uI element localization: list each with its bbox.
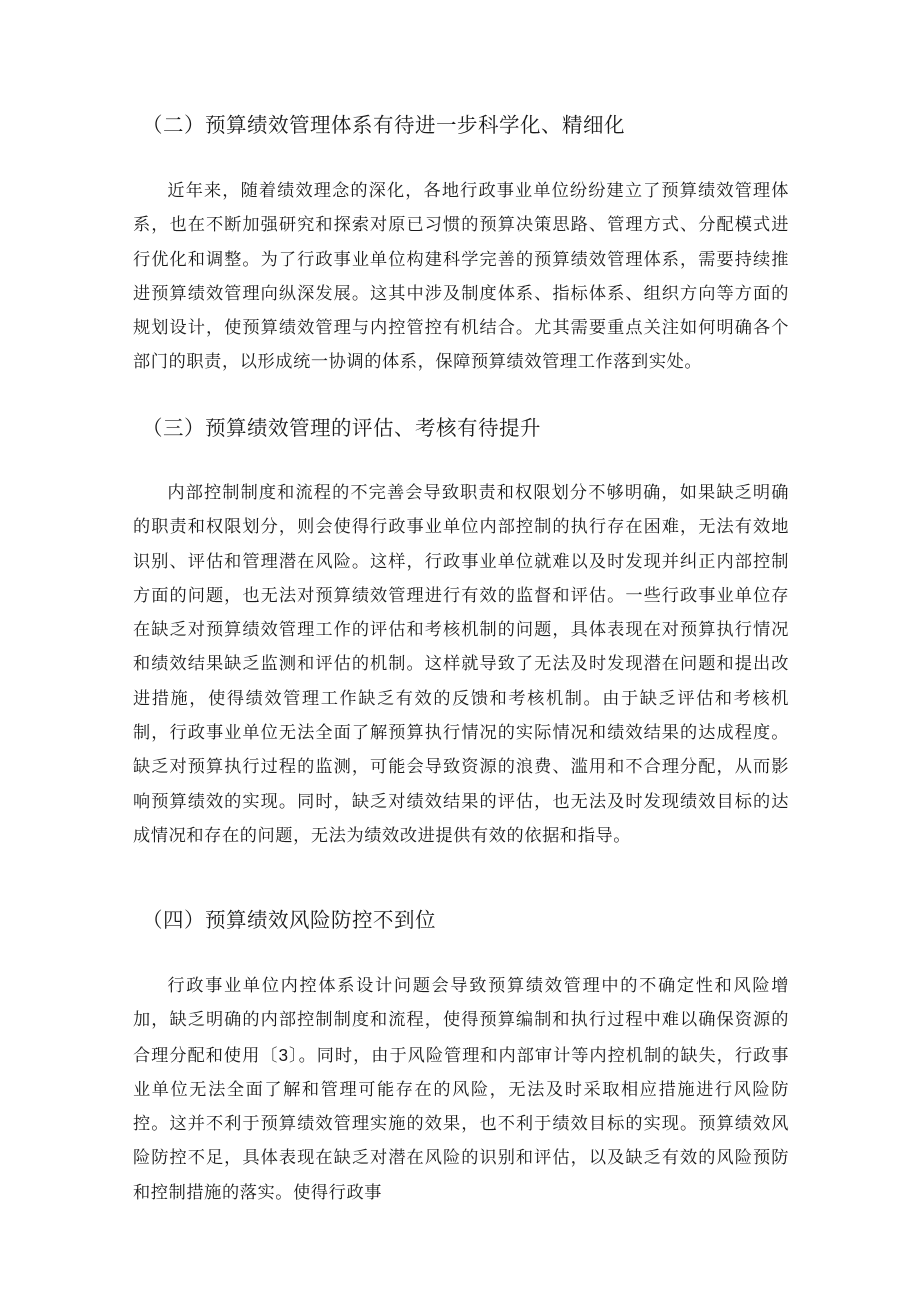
section-paragraph-2: 近年来，随着绩效理念的深化，各地行政事业单位纷纷建立了预算绩效管理体系，也在不断加强研究和探索对原已习惯的预算决策思路、管理方式、分配模式进行优化和调整。为了行政事业单位构建科学完善的预算绩效管理体系，需要持续推进预算绩效管理向纵深发展。这其中涉及制度体系、指标体系、组织方向等方面的规划设计，使预算绩效管理与内控管控有机结合。尤其需要重点关注如何明确各个部门的职责，以形成统一协调的体系，保障预算绩效管理工作落到实处。 bbox=[133, 181, 789, 373]
section-paragraph-3: 内部控制制度和流程的不完善会导致职责和权限划分不够明确，如果缺乏明确的职责和权限划分，则会使得行政事业单位内部控制的执行存在困难，无法有效地识别、评估和管理潜在风险。这样，行政事业单位就难以及时发现并纠正内部控制方面的问题，也无法对预算绩效管理进行有效的监督和评估。一些行政事业单位存在缺乏对预算绩效管理工作的评估和考核机制的问题，具体表现在对预算执行情况和绩效结果缺乏监测和评估的机制。这样就导致了无法及时发现潜在问题和提出改进措施，使得绩效管理工作缺乏有效的反馈和考核机制。由于缺乏评估和考核机制，行政事业单位无法全面了解预算执行情况的实际情况和绩效结果的达成程度。缺乏对预算执行过程的监测，可能会导致资源的浪费、滥用和不合理分配，从而影响预算绩效的实现。同时，缺乏对绩效结果的评估，也无法及时发现绩效目标的达成情况和存在的问题，无法为绩效改进提供有效的依据和指导。 bbox=[133, 483, 789, 846]
paragraph-text-part2: 。同时，由于风险管理和内部审计等内控机制的缺失，行政事业单位无法全面了解和管理可能存在的风险，无法及时采取相应措施进行风险防控。这并不利于预算绩效管理实施的效果，也不利于绩效目标的实现。预算绩效风险防控不足，具体表现在缺乏对潜在风险的识别和评估，以及缺乏有效的风险预防和控制措施的落实。使得行政事 bbox=[133, 1045, 790, 1203]
section-heading-4: （四）预算绩效风险防控不到位 bbox=[142, 908, 436, 932]
section-heading-3: （三）预算绩效管理的评估、考核有待提升 bbox=[142, 416, 541, 440]
citation-marker: 〔3〕 bbox=[260, 1044, 299, 1065]
section-heading-2: （二）预算绩效管理体系有待进一步科学化、精细化 bbox=[142, 113, 625, 137]
paragraph-text-part1: 行政事业单位内控体系设计问题会导致预算绩效管理中的不确定性和风险增加，缺乏明确的内部控制制度和流程，使得预算编制和执行过程中难以确保资源的合理分配和使用 bbox=[133, 976, 789, 1066]
section-paragraph-4 bbox=[133, 969, 789, 1210]
